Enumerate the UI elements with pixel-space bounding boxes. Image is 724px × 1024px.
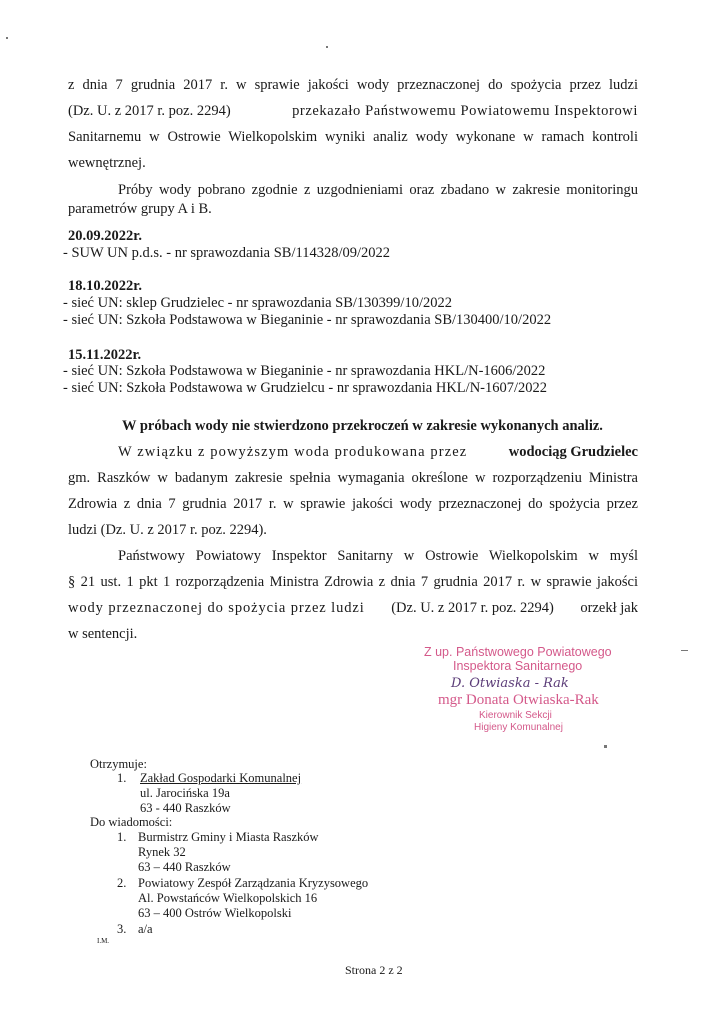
body-line xyxy=(68,599,638,617)
handwritten-signature: D. Otwiaska - Rak xyxy=(451,676,569,691)
cc-address: Rynek 32 xyxy=(138,845,186,859)
conclusion-headline: W próbach wody nie stwierdzono przekroczeń w zakresie wykonanych analiz. xyxy=(122,418,603,434)
recipient-address: ul. Jarocińska 19a xyxy=(140,786,230,800)
body-line: § 21 ust. 1 pkt 1 rozporządzenia Ministra Zdrowia z dnia 7 grudnia 2017 r. w sprawie jakości xyxy=(68,574,638,590)
sampling-item: - sieć UN: Szkoła Podstawowa w Grudzielcu - nr sprawozdania HKL/N-1607/2022 xyxy=(63,380,548,396)
recipient-name: Zakład Gospodarki Komunalnej xyxy=(140,771,302,785)
author-initials: I.M. xyxy=(97,937,110,945)
legal-reference: (Dz. U. z 2017 r. poz. 2294) xyxy=(68,103,231,119)
scan-speck xyxy=(604,745,607,748)
body-line: Zdrowia z dnia 7 grudnia 2017 r. w sprawie jakości wody przeznaczonej do spożycia przez xyxy=(68,496,638,512)
stamp-role: Kierownik Sekcji xyxy=(479,710,552,721)
body-line xyxy=(68,102,638,120)
scan-speck xyxy=(326,46,328,48)
cc-name: a/a xyxy=(138,922,153,936)
body-text: przekazało Państwowemu Powiatowemu Inspektorowi xyxy=(292,103,638,119)
body-line: wewnętrznej. xyxy=(68,155,146,171)
stamp-name: mgr Donata Otwiaska-Rak xyxy=(438,692,599,708)
recipient-address: 63 - 440 Raszków xyxy=(140,801,231,815)
sampling-item: - sieć UN: sklep Grudzielec - nr sprawozdania SB/130399/10/2022 xyxy=(63,295,452,311)
sampling-item: - SUW UN p.d.s. - nr sprawozdania SB/114328/09/2022 xyxy=(63,245,391,261)
list-number: 3. xyxy=(117,922,127,936)
sampling-date: 20.09.2022r. xyxy=(68,228,142,244)
cc-name: Burmistrz Gminy i Miasta Raszków xyxy=(138,830,319,844)
sampling-item: - sieć UN: Szkoła Podstawowa w Bieganinie - nr sprawozdania SB/130400/10/2022 xyxy=(63,312,552,328)
body-line: z dnia 7 grudnia 2017 r. w sprawie jakości wody przeznaczonej do spożycia przez ludzi xyxy=(68,77,638,93)
cc-address: 63 – 440 Raszków xyxy=(138,860,231,874)
body-line: gm. Raszków w badanym zakresie spełnia wymagania określone w rozporządzeniu Ministra xyxy=(68,470,638,486)
stamp-line: Inspektora Sanitarnego xyxy=(453,659,583,673)
body-line: ludzi (Dz. U. z 2017 r. poz. 2294). xyxy=(68,522,267,538)
waterworks-name: wodociąg Grudzielec xyxy=(508,444,638,460)
body-line: parametrów grupy A i B. xyxy=(68,201,212,217)
page-number: Strona 2 z 2 xyxy=(345,963,403,977)
sampling-date: 18.10.2022r. xyxy=(68,278,142,294)
cc-address: Al. Powstańców Wielkopolskich 16 xyxy=(138,891,318,905)
recipients-label: Otrzymuje: xyxy=(90,757,147,771)
stamp-role: Higieny Komunalnej xyxy=(474,722,563,733)
cc-address: 63 – 400 Ostrów Wielkopolski xyxy=(138,906,292,920)
body-text: W związku z powyższym woda produkowana przez xyxy=(118,444,468,460)
cc-label: Do wiadomości: xyxy=(90,815,173,829)
body-line: Sanitarnemu w Ostrowie Wielkopolskim wyniki analiz wody wykonane w ramach kontroli xyxy=(68,129,638,145)
body-text: wody przeznaczonej do spożycia przez ludzi xyxy=(68,600,365,616)
body-line: Państwowy Powiatowy Inspektor Sanitarny w Ostrowie Wielkopolskim w myśl xyxy=(118,548,638,564)
sampling-item: - sieć UN: Szkoła Podstawowa w Bieganinie - nr sprawozdania HKL/N-1606/2022 xyxy=(63,363,546,379)
list-number: 1. xyxy=(117,771,127,785)
legal-reference: (Dz. U. z 2017 r. poz. 2294) xyxy=(391,600,554,616)
scan-speck xyxy=(681,650,688,651)
stamp-line: Z up. Państwowego Powiatowego xyxy=(424,645,612,659)
body-line xyxy=(118,443,638,461)
body-text: orzekł jak xyxy=(580,600,638,616)
body-line: Próby wody pobrano zgodnie z uzgodnieniami oraz zbadano w zakresie monitoringu xyxy=(118,182,638,198)
sampling-date: 15.11.2022r. xyxy=(68,347,142,363)
list-number: 2. xyxy=(117,876,127,890)
cc-name: Powiatowy Zespół Zarządzania Kryzysowego xyxy=(138,876,369,890)
list-number: 1. xyxy=(117,830,127,844)
body-line: w sentencji. xyxy=(68,626,138,642)
scan-speck xyxy=(6,37,8,39)
